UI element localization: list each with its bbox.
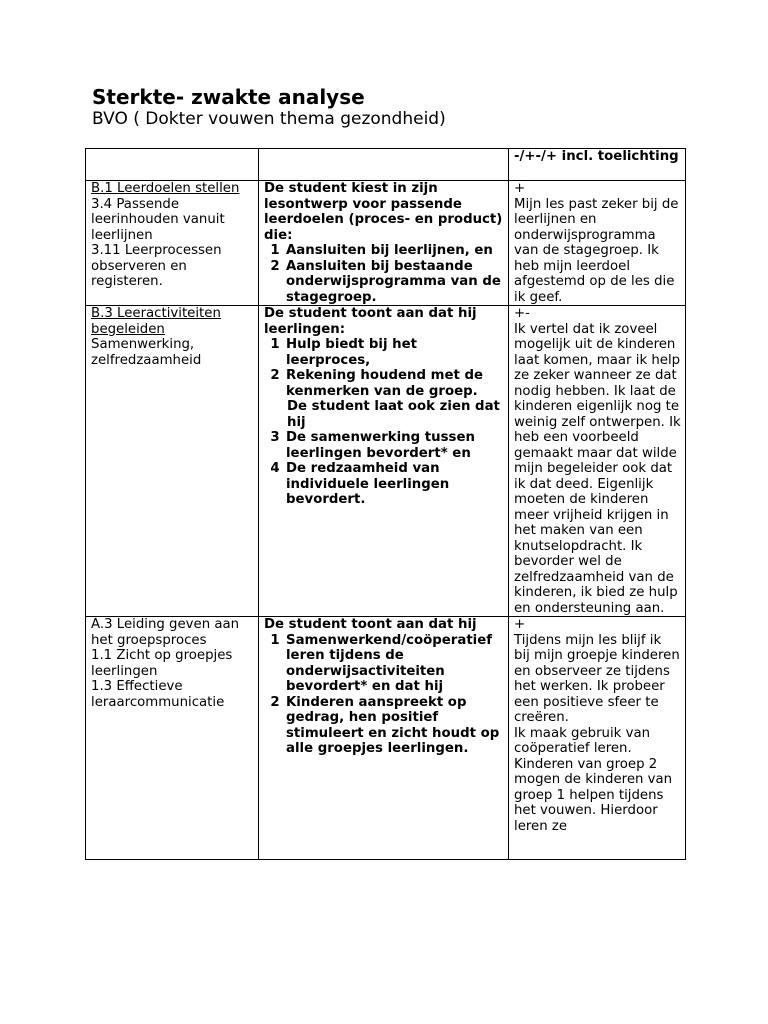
criteria-number: 2 <box>270 368 280 383</box>
analysis-table <box>85 148 686 860</box>
score-explanation: Ik maak gebruik van coöperatief leren. Kinderen van groep 2 mogen de kinderen van groep 1 helpen tijdens het vouwen. Hierdoor leren ze <box>514 725 673 834</box>
score-cell <box>509 306 686 617</box>
criteria-number: 2 <box>270 258 280 274</box>
criteria-list <box>264 430 504 508</box>
criteria-item <box>264 633 504 695</box>
goal-line: 3.4 Passende leerinhouden vanuit leerlijnen <box>91 196 225 243</box>
criteria-text: Samenwerkend/coöperatief leren tijdens de onderwijsactiviteiten bevordert* en dat hij <box>286 632 493 694</box>
criteria-list <box>264 243 504 305</box>
score-value: +- <box>514 306 530 321</box>
criteria-intro: De student toont aan dat hij leerlingen: <box>264 306 477 337</box>
goal-line: 1.1 Zicht op groepjes leerlingen <box>91 648 233 679</box>
criteria-number: 1 <box>270 243 280 258</box>
goal-line: Samenwerking, zelfredzaamheid <box>91 337 202 368</box>
goal-heading: B.1 Leerdoelen stellen <box>91 181 240 196</box>
score-explanation: Ik vertel dat ik zoveel mogelijk uit de kinderen laat komen, maar ik help ze zeker wanneer ze dat nodig hebben. Ik laat de kinderen eigenlijk nog te weinig zelf ontwerpen. Ik heb een voorbeeld gemaakt maar dat wilde mijn begeleider ook dat ik dat deed. Eigenlijk moeten de kinderen meer vrijheid krijgen in het maken van een knutselopdracht. Ik bevorder wel de zelfredzaamheid van de kinderen, ik bied ze hulp en ondersteuning aan. <box>514 321 681 616</box>
criteria-intro: De student kiest in zijn lesontwerp voor passende leerdoelen (proces- en product) die: <box>264 181 503 243</box>
score-explanation: Tijdens mijn les blijf ik bij mijn groepje kinderen en observeer ze tijdens het werken. Ik probeer een positieve sfeer te creëren. <box>514 632 680 725</box>
criteria-text: De samenwerking tussen leerlingen bevordert* en <box>286 430 475 461</box>
table-header-row <box>86 149 686 181</box>
table-row <box>86 306 686 617</box>
score-explanation: Mijn les past zeker bij de leerlijnen en onderwijsprogramma van de stagegroep. Ik heb mijn leerdoel afgestemd op de les die ik geef. <box>514 196 679 305</box>
criteria-number: 4 <box>270 461 280 476</box>
criteria-number: 1 <box>270 632 280 648</box>
criteria-text: Aansluiten bij leerlijnen, en <box>286 243 493 258</box>
goal-line: 3.11 Leerprocessen observeren en registeren. <box>91 243 222 289</box>
criteria-item <box>264 259 504 306</box>
criteria-cell <box>259 306 509 617</box>
score-cell <box>509 181 686 306</box>
score-value: + <box>514 617 526 632</box>
goal-heading: B.3 Leeractiviteiten begeleiden <box>91 306 221 337</box>
criteria-text: Rekening houdend met de kenmerken van de groep. <box>286 368 484 399</box>
criteria-number: 1 <box>270 337 280 352</box>
header-cell-score: -/+-/+ incl. toelichting <box>509 149 686 181</box>
criteria-list <box>264 633 504 757</box>
criteria-continuation: De student laat ook zien dat hij <box>287 399 500 430</box>
criteria-item <box>264 368 504 399</box>
document-subtitle: BVO ( Dokter vouwen thema gezondheid) <box>92 109 446 129</box>
criteria-item <box>264 430 504 461</box>
criteria-number: 2 <box>270 694 280 710</box>
criteria-intro: De student toont aan dat hij <box>264 617 477 632</box>
criteria-text: De redzaamheid van individuele leerlingen bevordert. <box>286 461 450 507</box>
goal-cell <box>86 181 259 306</box>
criteria-item <box>264 461 504 508</box>
criteria-item <box>264 337 504 368</box>
document-title: Sterkte- zwakte analyse <box>92 85 365 109</box>
goal-cell <box>86 617 259 860</box>
goal-line: 1.3 Effectieve leraarcommunicatie <box>91 679 225 710</box>
criteria-cell <box>259 617 509 860</box>
goal-cell <box>86 306 259 617</box>
criteria-list <box>264 337 504 399</box>
criteria-cell <box>259 181 509 306</box>
criteria-text: Hulp biedt bij het leerproces, <box>286 337 418 368</box>
criteria-item <box>264 695 504 757</box>
header-cell-criteria <box>259 149 509 181</box>
score-cell <box>509 617 686 860</box>
criteria-text: Aansluiten bij bestaande onderwijsprogramma van de stagegroep. <box>286 258 501 305</box>
criteria-item <box>264 243 504 259</box>
header-cell-goal <box>86 149 259 181</box>
table-row <box>86 181 686 306</box>
score-value: + <box>514 181 526 196</box>
goal-heading: A.3 Leiding geven aan het groepsproces <box>91 617 240 648</box>
criteria-text: Kinderen aanspreekt op gedrag, hen positief stimuleert en zicht houdt op alle groepjes leerlingen. <box>286 694 500 756</box>
criteria-number: 3 <box>270 430 280 445</box>
table-row <box>86 617 686 860</box>
